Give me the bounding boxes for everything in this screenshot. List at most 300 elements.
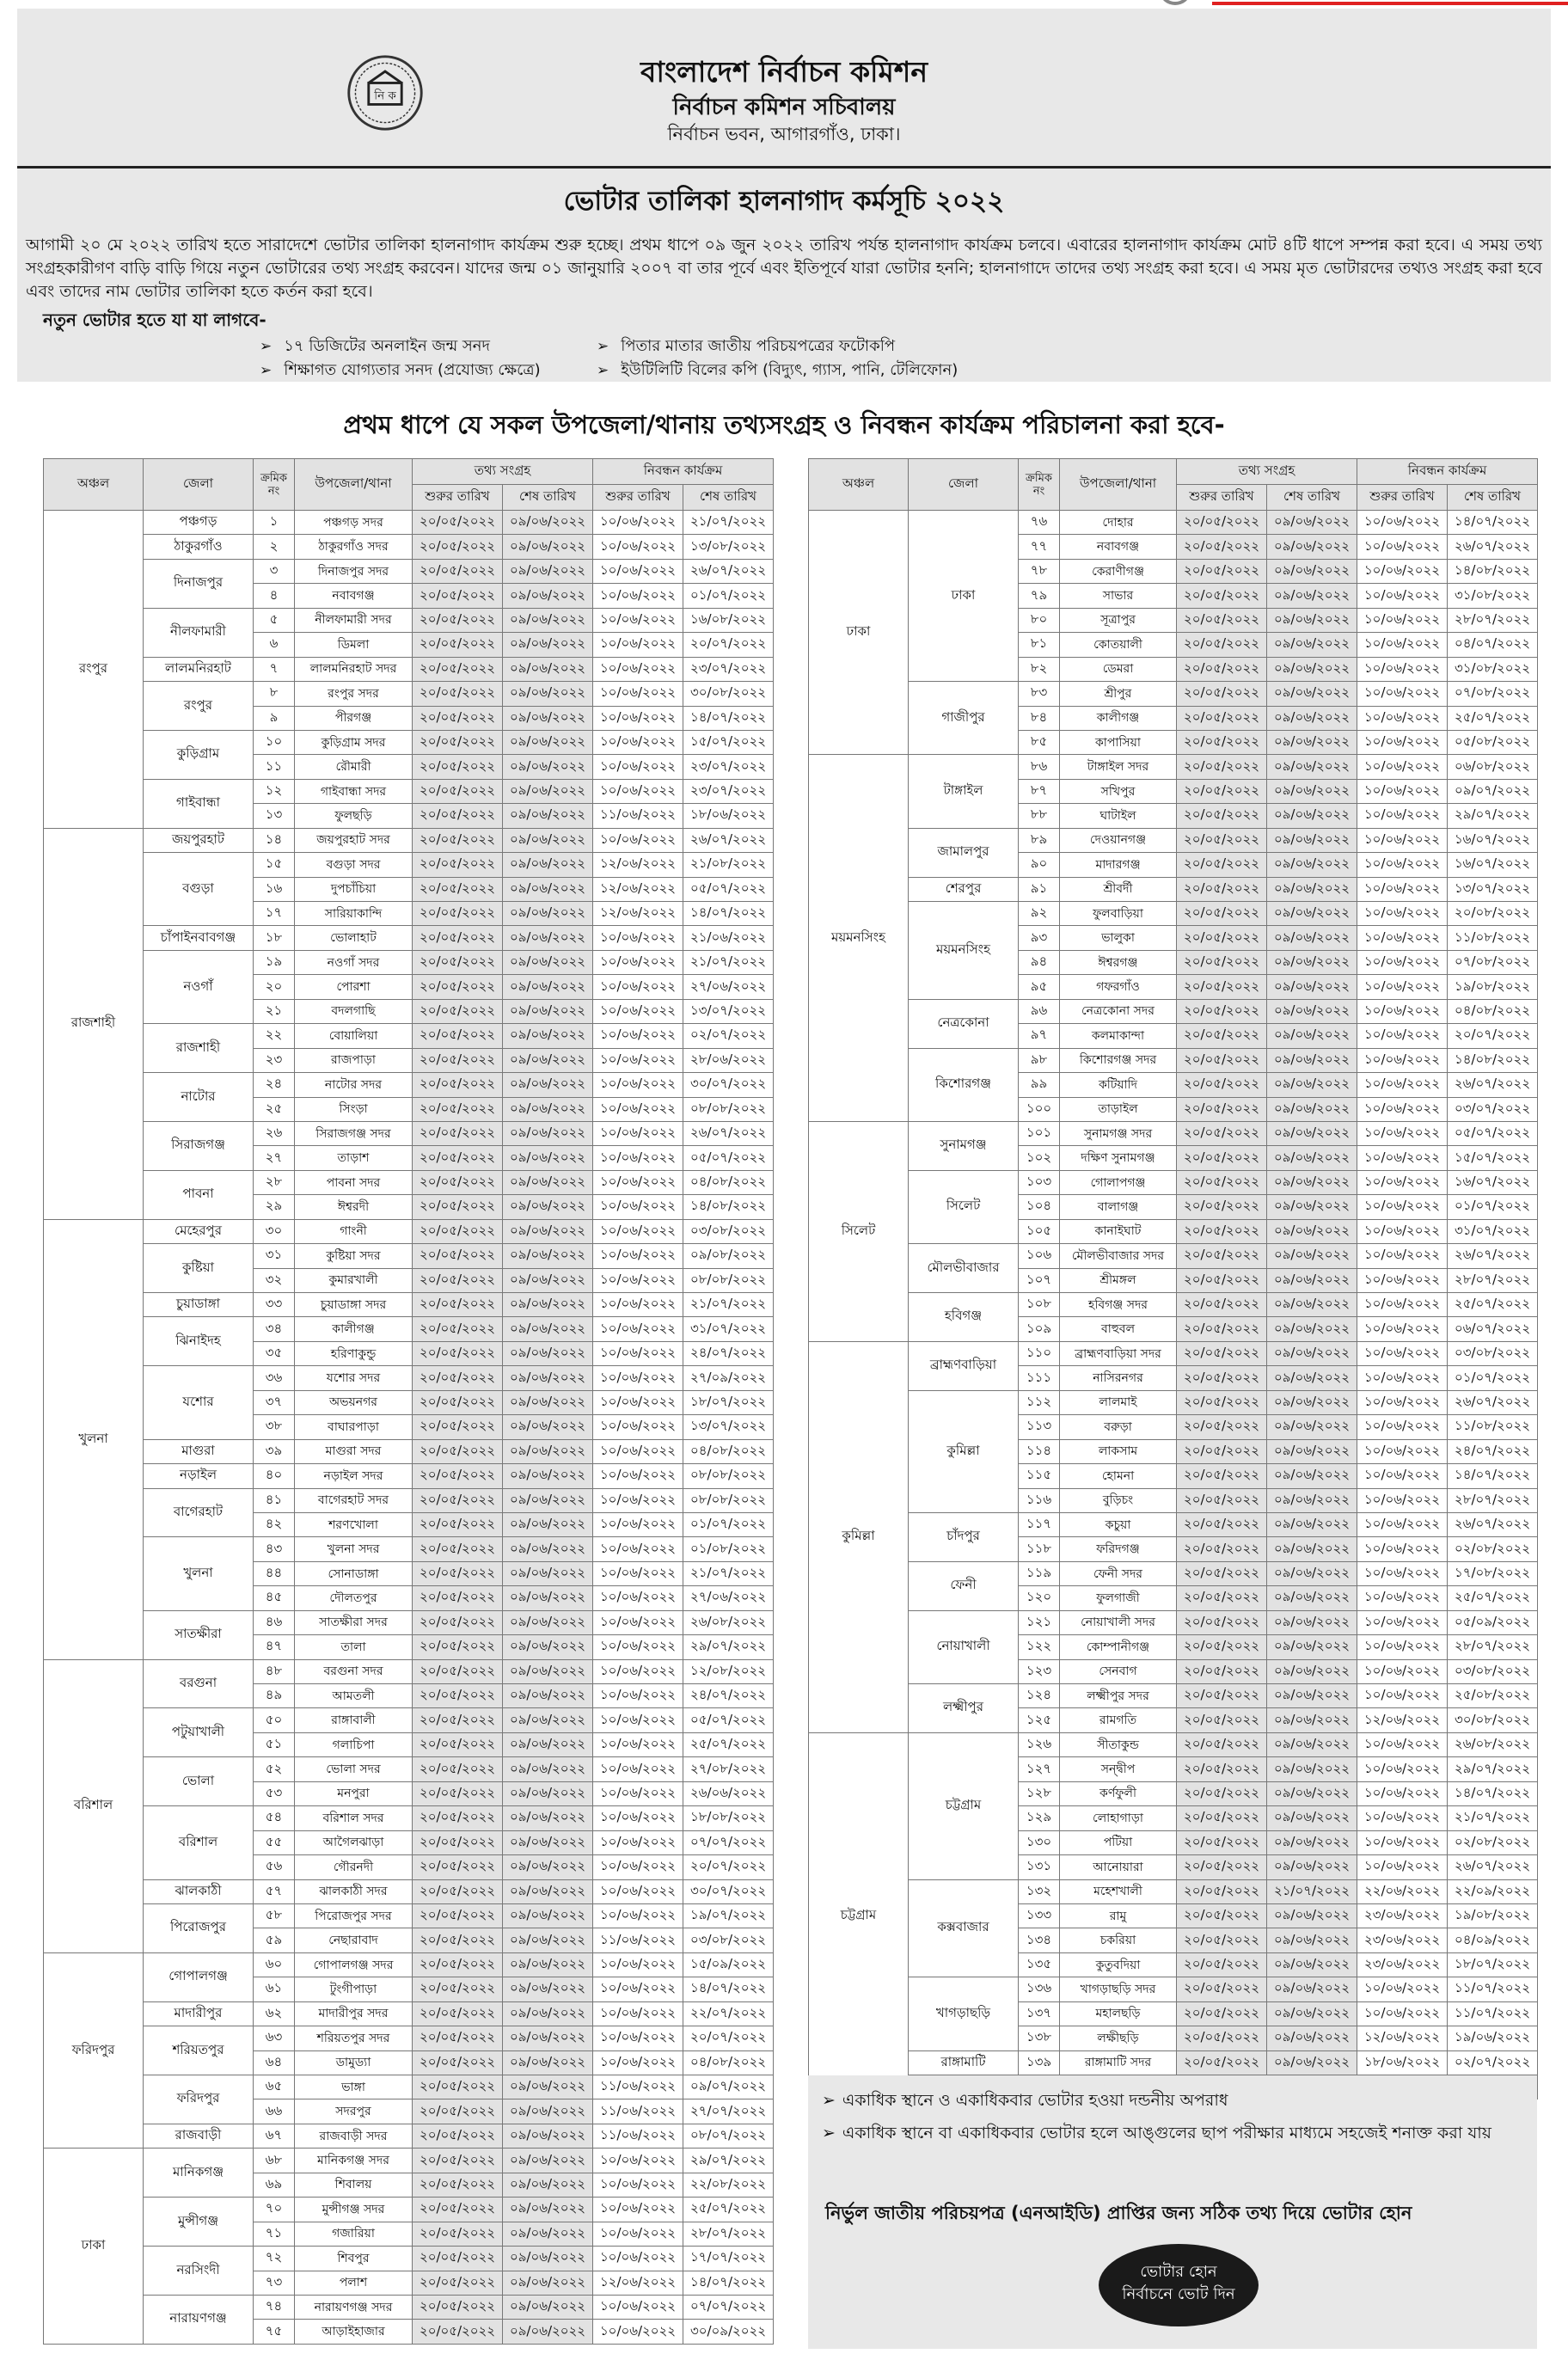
upazila-cell: নেত্রকোনা সদর xyxy=(1060,999,1177,1023)
collection-end-cell: ০৯/০৬/২০২২ xyxy=(503,1586,593,1610)
collection-start-cell: ২০/০৫/২০২২ xyxy=(413,1293,503,1317)
registration-start-cell: ১০/০৬/২০২২ xyxy=(1357,1415,1448,1439)
table-row xyxy=(809,1561,1538,1585)
collection-start-cell: ২০/০৫/২০২২ xyxy=(1177,1879,1267,1903)
serial-cell: ১২২ xyxy=(1019,1635,1060,1659)
table-row xyxy=(809,682,1538,706)
upazila-cell: পঞ্চগড় সদর xyxy=(295,511,413,535)
collection-end-cell: ০৯/০৬/২০২২ xyxy=(1267,1390,1357,1414)
table-row xyxy=(44,1244,774,1268)
registration-start-cell: ২৩/০৬/২০২২ xyxy=(1357,1928,1448,1952)
upazila-cell: মহালছড়ি xyxy=(1060,2001,1177,2026)
serial-cell: ৪৭ xyxy=(254,1635,295,1659)
registration-start-cell: ১০/০৬/২০২২ xyxy=(593,2149,683,2173)
registration-start-cell: ১০/০৬/২০২২ xyxy=(1357,1293,1448,1317)
serial-cell: ১৯ xyxy=(254,950,295,974)
registration-start-cell: ১০/০৬/২০২২ xyxy=(1357,1830,1448,1854)
collection-end-cell: ০৯/০৬/২০২২ xyxy=(503,682,593,706)
serial-cell: ৭৬ xyxy=(1019,511,1060,535)
registration-end-cell: ২০/০৭/২০২২ xyxy=(1448,1024,1538,1048)
registration-start-cell: ১০/০৬/২০২২ xyxy=(1357,608,1448,632)
registration-start-cell: ১০/০৬/২০২২ xyxy=(593,730,683,754)
district-cell: মাগুরা xyxy=(144,1439,254,1463)
registration-start-cell: ১০/০৬/২০২২ xyxy=(593,999,683,1023)
serial-cell: ৭৫ xyxy=(254,2320,295,2344)
registration-start-cell: ১০/০৬/২০২২ xyxy=(593,608,683,632)
upazila-cell: দুপচাঁচিয়া xyxy=(295,877,413,901)
collection-start-cell: ২০/০৫/২০২২ xyxy=(413,1366,503,1390)
requirement-item: ➢ পিতার মাতার জাতীয় পরিচয়পত্রের ফটোকপি xyxy=(597,337,896,355)
collection-end-cell: ০৯/০৬/২০২২ xyxy=(503,975,593,999)
registration-end-cell: ০২/০৮/২০২২ xyxy=(1448,1830,1538,1854)
serial-cell: ৩৬ xyxy=(254,1366,295,1390)
registration-start-cell: ১০/০৬/২০২২ xyxy=(593,1317,683,1341)
collection-end-cell: ০৯/০৬/২০২২ xyxy=(1267,1610,1357,1634)
registration-start-cell: ১০/০৬/২০২২ xyxy=(1357,1439,1448,1463)
collection-end-cell: ০৯/০৬/২০২২ xyxy=(503,1317,593,1341)
collection-start-cell: ২০/০৫/২০২২ xyxy=(1177,511,1267,535)
district-cell: রাঙ্গামাটি xyxy=(909,2050,1019,2075)
collection-end-cell: ০৯/০৬/২০২২ xyxy=(503,1537,593,1561)
upazila-cell: সদরপুর xyxy=(295,2099,413,2124)
registration-start-cell: ১০/০৬/২০২২ xyxy=(1357,1048,1448,1072)
district-cell: ঝিনাইদহ xyxy=(144,1317,254,1366)
table-row xyxy=(44,1659,774,1683)
collection-start-cell: ২০/০৫/২০২২ xyxy=(1177,1928,1267,1952)
collection-start-cell: ২০/০৫/২০২২ xyxy=(413,1977,503,2001)
upazila-cell: কানাইঘাট xyxy=(1060,1219,1177,1243)
registration-end-cell: ২৮/০৭/২০২২ xyxy=(1448,1635,1538,1659)
upazila-cell: মানিকগঞ্জ সদর xyxy=(295,2149,413,2173)
registration-end-cell: ৩০/০৮/২০২২ xyxy=(683,682,774,706)
upazila-cell: ঈশ্বরদী xyxy=(295,1195,413,1219)
serial-cell: ২১ xyxy=(254,999,295,1023)
table-row xyxy=(44,559,774,583)
district-cell: পটুয়াখালী xyxy=(144,1708,254,1757)
collection-start-cell: ২০/০৫/২০২২ xyxy=(1177,1757,1267,1781)
collection-end-cell: ০৯/০৬/২০২২ xyxy=(1267,559,1357,583)
registration-start-cell: ১০/০৬/২০২২ xyxy=(593,1121,683,1145)
registration-end-cell: ০৪/০৮/২০২২ xyxy=(683,1170,774,1194)
registration-start-cell: ১০/০৬/২০২২ xyxy=(593,1635,683,1659)
arrow-bullet-icon: ➢ xyxy=(822,2091,836,2110)
collection-start-cell: ২০/০৫/২০২২ xyxy=(413,926,503,950)
registration-end-cell: ২৭/০৬/২০২২ xyxy=(683,1586,774,1610)
registration-start-cell: ১০/০৬/২০২২ xyxy=(593,1708,683,1732)
collection-end-cell: ০৯/০৬/২০২২ xyxy=(1267,1659,1357,1683)
arrow-bullet-icon: ➢ xyxy=(822,2124,836,2142)
serial-cell: ১২১ xyxy=(1019,1610,1060,1634)
registration-end-cell: ১৪/০৭/২০২২ xyxy=(683,2271,774,2295)
serial-cell: ৯০ xyxy=(1019,853,1060,877)
district-cell: খাগড়াছড়ি xyxy=(909,1977,1019,2050)
upazila-cell: ফুলবাড়িয়া xyxy=(1060,902,1177,926)
collection-end-cell: ০৯/০৬/২০২২ xyxy=(1267,657,1357,681)
table-row xyxy=(809,1341,1538,1365)
serial-cell: ২৫ xyxy=(254,1097,295,1121)
serial-cell: ১২৪ xyxy=(1019,1684,1060,1708)
registration-start-cell: ১০/০৬/২০২২ xyxy=(1357,682,1448,706)
registration-end-cell: ২৪/০৭/২০২২ xyxy=(683,1684,774,1708)
collection-start-cell: ২০/০৫/২০২২ xyxy=(1177,1390,1267,1414)
serial-cell: ৯৬ xyxy=(1019,999,1060,1023)
upazila-cell: কচুয়া xyxy=(1060,1512,1177,1536)
registration-start-cell: ১০/০৬/২০২২ xyxy=(593,1415,683,1439)
registration-end-cell: ২১/০৭/২০২২ xyxy=(683,950,774,974)
upazila-cell: শরিয়তপুর সদর xyxy=(295,2026,413,2050)
registration-end-cell: ৩১/০৭/২০২২ xyxy=(683,1317,774,1341)
collection-start-cell: ২০/০৫/২০২২ xyxy=(413,1708,503,1732)
registration-end-cell: ১১/০৮/২০২২ xyxy=(1448,926,1538,950)
serial-cell: ৬৮ xyxy=(254,2149,295,2173)
arrow-bullet-icon: ➢ xyxy=(597,362,609,379)
collection-start-cell: ২০/০৫/২০২২ xyxy=(413,2149,503,2173)
district-cell: জামালপুর xyxy=(909,828,1019,877)
collection-end-cell: ০৯/০৬/২০২২ xyxy=(1267,1341,1357,1365)
collection-start-cell: ২০/০৫/২০২২ xyxy=(1177,1073,1267,1097)
serial-cell: ৩১ xyxy=(254,1244,295,1268)
serial-cell: ৩৭ xyxy=(254,1390,295,1414)
collection-end-cell: ০৯/০৬/২০২২ xyxy=(503,2295,593,2319)
registration-end-cell: ১৮/০৭/২০২২ xyxy=(683,1390,774,1414)
registration-end-cell: ০৪/০৭/২০২২ xyxy=(1448,633,1538,657)
upazila-cell: কলমাকান্দা xyxy=(1060,1024,1177,1048)
collection-end-cell: ০৯/০৬/২০২২ xyxy=(1267,2050,1357,2075)
registration-start-cell: ১০/০৬/২০২২ xyxy=(593,1244,683,1268)
serial-cell: ১১৯ xyxy=(1019,1561,1060,1585)
registration-start-cell: ১২/০৬/২০২২ xyxy=(1357,1708,1448,1732)
collection-end-cell: ০৯/০৬/২০২২ xyxy=(1267,1977,1357,2001)
serial-cell: ৩৪ xyxy=(254,1317,295,1341)
registration-start-cell: ১১/০৬/২০২২ xyxy=(593,1928,683,1952)
district-cell: কুমিল্লা xyxy=(909,1390,1019,1512)
arrow-bullet-icon: ➢ xyxy=(260,338,273,355)
serial-cell: ৪ xyxy=(254,584,295,608)
upazila-cell: সিংড়া xyxy=(295,1097,413,1121)
collection-start-cell: ২০/০৫/২০২২ xyxy=(413,1121,503,1145)
registration-end-cell: ২৬/০৮/২০২২ xyxy=(683,1610,774,1634)
table-row xyxy=(44,1219,774,1243)
registration-end-cell: ০৭/০৮/২০২২ xyxy=(1448,682,1538,706)
registration-start-cell: ১০/০৬/২০২২ xyxy=(593,682,683,706)
collection-end-cell: ০৯/০৬/২০২২ xyxy=(1267,1366,1357,1390)
region-cell: ফরিদপুর xyxy=(44,1952,144,2149)
registration-start-cell: ১১/০৬/২০২২ xyxy=(593,804,683,828)
registration-end-cell: ২২/০৮/২০২২ xyxy=(683,2173,774,2197)
upazila-cell: ডেমরা xyxy=(1060,657,1177,681)
table-row xyxy=(44,950,774,974)
collection-start-cell: ২০/০৫/২০২২ xyxy=(1177,1464,1267,1488)
registration-start-cell: ১০/০৬/২০২২ xyxy=(593,1390,683,1414)
registration-end-cell: ১৪/০৭/২০২২ xyxy=(683,706,774,730)
collection-end-cell: ০৯/০৬/২০২২ xyxy=(1267,1952,1357,1977)
upazila-cell: কাপাসিয়া xyxy=(1060,730,1177,754)
registration-start-cell: ১০/০৬/২০২২ xyxy=(1357,926,1448,950)
registration-start-cell: ১০/০৬/২০২২ xyxy=(1357,559,1448,583)
district-cell: লক্ষ্মীপুর xyxy=(909,1684,1019,1733)
table-row xyxy=(44,2124,774,2148)
table-row xyxy=(809,1390,1538,1414)
table-row xyxy=(809,1732,1538,1756)
upazila-cell: কোতয়ালী xyxy=(1060,633,1177,657)
registration-end-cell: ০৯/০৭/২০২২ xyxy=(1448,779,1538,803)
table-row xyxy=(809,1512,1538,1536)
registration-end-cell: ২১/০৭/২০২২ xyxy=(683,511,774,535)
serial-cell: ৬ xyxy=(254,633,295,657)
collection-start-cell: ২০/০৫/২০২২ xyxy=(1177,2050,1267,2075)
registration-start-cell: ১০/০৬/২০২২ xyxy=(593,1732,683,1756)
upazila-cell: খুলনা সদর xyxy=(295,1537,413,1561)
upazila-cell: নবাবগঞ্জ xyxy=(1060,535,1177,559)
registration-end-cell: ২৫/০৭/২০২২ xyxy=(1448,1293,1538,1317)
serial-cell: ৩ xyxy=(254,559,295,583)
upazila-cell: নাসিরনগর xyxy=(1060,1366,1177,1390)
upazila-cell: গাংনী xyxy=(295,1219,413,1243)
district-cell: পঞ্চগড় xyxy=(144,511,254,535)
collection-end-cell: ০৯/০৬/২০২২ xyxy=(503,1170,593,1194)
arrow-bullet-icon: ➢ xyxy=(260,362,273,379)
upazila-cell: ভাঙ্গা xyxy=(295,2075,413,2099)
collection-end-cell: ০৯/০৬/২০২২ xyxy=(503,1977,593,2001)
collection-start-cell: ২০/০৫/২০২২ xyxy=(1177,608,1267,632)
registration-end-cell: ০৫/০৮/২০২২ xyxy=(1448,730,1538,754)
registration-start-cell: ১০/০৬/২০২২ xyxy=(1357,1659,1448,1683)
serial-cell: ৩৫ xyxy=(254,1341,295,1365)
collection-start-cell: ২০/০৫/২০২২ xyxy=(413,828,503,852)
collection-end-cell: ০৯/০৬/২০২২ xyxy=(503,1341,593,1365)
registration-start-cell: ১২/০৬/২০২২ xyxy=(593,902,683,926)
serial-cell: ১২ xyxy=(254,779,295,803)
district-cell: সিলেট xyxy=(909,1170,1019,1243)
collection-end-cell: ০৯/০৬/২০২২ xyxy=(1267,1244,1357,1268)
serial-cell: ৪৫ xyxy=(254,1586,295,1610)
intro-paragraph: আগামী ২০ মে ২০২২ তারিখ হতে সারাদেশে ভোটার তালিকা হালনাগাদ কার্যক্রম শুরু হচ্ছে। প্রথম ধাপে ০৯ জুন ২০২২ তারিখ পর্যন্ত হালনাগাদ কার্যক্রম চলবে। এবারের হালনাগাদ কার্যক্রম মোট ৪টি ধাপে সম্পন্ন করা হবে। এ সময় তথ্য সংগ্রহকারীগণ বাড়ি বাড়ি গিয়ে নতুন ভোটারের তথ্য সংগ্রহ করবেন। যাদের জন্ম ০১ জানুয়ারি ২০০৭ বা তার পূর্বে এবং ইতিপূর্বে যারা ভোটার হননি; হালনাগাদে তাদের তথ্য সংগ্রহ করা হবে। এ সময় মৃত ভোটারদের তথ্যও সংগ্রহ করা হবে এবং তাদের নাম ভোটার তালিকা হতে কর্তন করা হবে। xyxy=(26,236,1542,301)
collection-start-cell: ২০/০৫/২০২২ xyxy=(1177,1146,1267,1170)
serial-cell: ১২৮ xyxy=(1019,1781,1060,1805)
upazila-cell: লাকসাম xyxy=(1060,1439,1177,1463)
upazila-cell: গজারিয়া xyxy=(295,2222,413,2246)
collection-start-cell: ২০/০৫/২০২২ xyxy=(1177,1610,1267,1634)
org-subtitle: নির্বাচন কমিশন সচিবালয় xyxy=(672,95,896,120)
registration-start-cell: ১০/০৬/২০২২ xyxy=(593,1097,683,1121)
registration-end-cell: ০৬/০৮/২০২২ xyxy=(1448,755,1538,779)
registration-end-cell: ২৪/০৭/২০২২ xyxy=(683,1341,774,1365)
district-cell: কক্সবাজার xyxy=(909,1879,1019,1977)
header-region: অঞ্চল xyxy=(44,459,144,511)
upazila-cell: লোহাগাড়া xyxy=(1060,1806,1177,1830)
collection-start-cell: ২০/০৫/২০২২ xyxy=(413,2295,503,2319)
serial-cell: ১০৬ xyxy=(1019,1244,1060,1268)
collection-end-cell: ০৯/০৬/২০২২ xyxy=(503,755,593,779)
collection-end-cell: ০৯/০৬/২০২২ xyxy=(503,1855,593,1879)
registration-end-cell: ১৩/০৮/২০২২ xyxy=(683,535,774,559)
registration-end-cell: ১৪/০৭/২০২২ xyxy=(1448,1781,1538,1805)
serial-cell: ৩৯ xyxy=(254,1439,295,1463)
upazila-cell: বোয়ালিয়া xyxy=(295,1024,413,1048)
registration-end-cell: ২২/০৭/২০২২ xyxy=(683,2001,774,2026)
header-end-date: শেষ তারিখ xyxy=(1448,485,1538,511)
collection-start-cell: ২০/০৫/২০২২ xyxy=(413,1512,503,1536)
serial-cell: ১০১ xyxy=(1019,1121,1060,1145)
slogan-line: নির্বাচনে ভোট দিন xyxy=(1122,2285,1235,2303)
collection-end-cell: ০৯/০৬/২০২২ xyxy=(503,1830,593,1854)
collection-start-cell: ২০/০৫/২০২২ xyxy=(413,2124,503,2148)
registration-start-cell: ১০/০৬/২০২২ xyxy=(1357,1244,1448,1268)
collection-start-cell: ২০/০৫/২০২২ xyxy=(1177,926,1267,950)
registration-start-cell: ১০/০৬/২০২২ xyxy=(593,633,683,657)
upazila-cell: রাজবাড়ী সদর xyxy=(295,2124,413,2148)
collection-start-cell: ২০/০৫/২০২২ xyxy=(413,1757,503,1781)
upazila-cell: লক্ষীছড়ি xyxy=(1060,2026,1177,2050)
registration-end-cell: ১৪/০৭/২০২২ xyxy=(1448,511,1538,535)
district-cell: চট্টগ্রাম xyxy=(909,1732,1019,1879)
collection-end-cell: ০৯/০৬/২০২২ xyxy=(1267,535,1357,559)
upazila-cell: রংপুর সদর xyxy=(295,682,413,706)
collection-end-cell: ০৯/০৬/২০২২ xyxy=(503,1121,593,1145)
collection-end-cell: ০৯/০৬/২০২২ xyxy=(1267,779,1357,803)
logo-text: নি ক xyxy=(374,89,396,103)
collection-end-cell: ০৯/০৬/২০২২ xyxy=(1267,1928,1357,1952)
serial-cell: ৮৫ xyxy=(1019,730,1060,754)
collection-start-cell: ২০/০৫/২০২২ xyxy=(1177,682,1267,706)
collection-end-cell: ০৯/০৬/২০২২ xyxy=(1267,1806,1357,1830)
registration-end-cell: ০১/০৮/২০২২ xyxy=(683,1537,774,1561)
registration-end-cell: ২৯/০৭/২০২২ xyxy=(1448,804,1538,828)
upazila-cell: ভালুকা xyxy=(1060,926,1177,950)
serial-cell: ১৩৭ xyxy=(1019,2001,1060,2026)
registration-end-cell: ২১/০৬/২০২২ xyxy=(683,926,774,950)
upazila-cell: তাড়াইল xyxy=(1060,1097,1177,1121)
collection-end-cell: ০৯/০৬/২০২২ xyxy=(1267,853,1357,877)
serial-cell: ৫৮ xyxy=(254,1903,295,1928)
upazila-cell: আমতলী xyxy=(295,1684,413,1708)
registration-end-cell: ০৮/০৭/২০২২ xyxy=(683,2124,774,2148)
table-row xyxy=(44,2001,774,2026)
serial-cell: ৬১ xyxy=(254,1977,295,2001)
district-cell: যশোর xyxy=(144,1366,254,1439)
registration-end-cell: ০৭/০৮/২০২২ xyxy=(1448,950,1538,974)
table-row xyxy=(44,1464,774,1488)
serial-cell: ৭১ xyxy=(254,2222,295,2246)
collection-end-cell: ০৯/০৬/২০২২ xyxy=(1267,1146,1357,1170)
collection-start-cell: ২০/০৫/২০২২ xyxy=(413,779,503,803)
serial-cell: ৬৯ xyxy=(254,2173,295,2197)
upazila-cell: দোহার xyxy=(1060,511,1177,535)
table-row xyxy=(44,1806,774,1830)
registration-end-cell: ২০/০৮/২০২২ xyxy=(1448,902,1538,926)
registration-end-cell: ২০/০৭/২০২২ xyxy=(683,1855,774,1879)
serial-cell: ৮১ xyxy=(1019,633,1060,657)
registration-start-cell: ১০/০৬/২০২২ xyxy=(1357,1146,1448,1170)
header-registration: নিবন্ধন কার্যক্রম xyxy=(1357,459,1538,485)
registration-end-cell: ১৪/০৭/২০২২ xyxy=(683,902,774,926)
registration-start-cell: ১০/০৬/২০২২ xyxy=(1357,1219,1448,1243)
table-row xyxy=(44,1366,774,1390)
collection-start-cell: ২০/০৫/২০২২ xyxy=(1177,559,1267,583)
upazila-cell: তাড়াশ xyxy=(295,1146,413,1170)
header-serial: ক্রমিক নং xyxy=(1019,459,1060,511)
upazila-cell: মহেশখালী xyxy=(1060,1879,1177,1903)
region-cell: ঢাকা xyxy=(44,2149,144,2345)
registration-end-cell: ২৯/০৭/২০২২ xyxy=(1448,1757,1538,1781)
collection-start-cell: ২০/০৫/২০২২ xyxy=(1177,1635,1267,1659)
collection-end-cell: ০৯/০৬/২০২২ xyxy=(1267,1073,1357,1097)
serial-cell: ১১০ xyxy=(1019,1341,1060,1365)
registration-end-cell: ১৬/০৮/২০২২ xyxy=(683,608,774,632)
collection-end-cell: ০৯/০৬/২০২২ xyxy=(503,1635,593,1659)
collection-end-cell: ০৯/০৬/২০২২ xyxy=(503,1512,593,1536)
registration-end-cell: ০৩/০৮/২০২২ xyxy=(1448,1659,1538,1683)
upazila-cell: পোরশা xyxy=(295,975,413,999)
registration-end-cell: ১১/০৮/২০২২ xyxy=(1448,1415,1538,1439)
registration-start-cell: ১০/০৬/২০২২ xyxy=(593,950,683,974)
serial-cell: ২২ xyxy=(254,1024,295,1048)
registration-end-cell: ১৫/০৭/২০২২ xyxy=(1448,1146,1538,1170)
district-cell: নেত্রকোনা xyxy=(909,999,1019,1048)
collection-start-cell: ২০/০৫/২০২২ xyxy=(1177,1268,1267,1292)
table-row xyxy=(44,1610,774,1634)
collection-start-cell: ২০/০৫/২০২২ xyxy=(413,1244,503,1268)
registration-start-cell: ১০/০৬/২০২২ xyxy=(593,2001,683,2026)
registration-start-cell: ১০/০৬/২০২২ xyxy=(593,1879,683,1903)
serial-cell: ১৫ xyxy=(254,853,295,877)
collection-end-cell: ২১/০৭/২০২২ xyxy=(1267,1879,1357,1903)
collection-start-cell: ২০/০৫/২০২২ xyxy=(413,2222,503,2246)
phase-title: প্রথম ধাপে যে সকল উপজেলা/থানায় তথ্যসংগ্রহ ও নিবন্ধন কার্যক্রম পরিচালনা করা হবে- xyxy=(343,410,1225,439)
org-title: বাংলাদেশ নির্বাচন কমিশন xyxy=(640,55,928,89)
serial-cell: ১৩৫ xyxy=(1019,1952,1060,1977)
table-row xyxy=(809,877,1538,901)
registration-start-cell: ১০/০৬/২০২২ xyxy=(1357,853,1448,877)
serial-cell: ৩৮ xyxy=(254,1415,295,1439)
upazila-cell: বুড়িচং xyxy=(1060,1488,1177,1512)
registration-start-cell: ১০/০৬/২০২২ xyxy=(593,1561,683,1585)
registration-end-cell: ২৬/০৭/২০২২ xyxy=(683,828,774,852)
requirement-item: ➢ শিক্ষাগত যোগ্যতার সনদ (প্রযোজ্য ক্ষেত্রে) xyxy=(260,361,541,379)
registration-end-cell: ১৮/০৭/২০২২ xyxy=(1448,1952,1538,1977)
upazila-cell: পটিয়া xyxy=(1060,1830,1177,1854)
serial-cell: ১০৯ xyxy=(1019,1317,1060,1341)
registration-end-cell: ২৬/০৭/২০২২ xyxy=(683,1121,774,1145)
upazila-cell: মৌলভীবাজার সদর xyxy=(1060,1244,1177,1268)
collection-start-cell: ২০/০৫/২০২২ xyxy=(413,2075,503,2099)
upazila-cell: শিবপুর xyxy=(295,2247,413,2271)
collection-start-cell: ২০/০৫/২০২২ xyxy=(1177,1708,1267,1732)
registration-start-cell: ২৩/০৬/২০২২ xyxy=(1357,1952,1448,1977)
district-cell: কিশোরগঞ্জ xyxy=(909,1048,1019,1121)
registration-end-cell: ২৮/০৭/২০২২ xyxy=(683,2222,774,2246)
upazila-cell: হরিণাকুন্ডু xyxy=(295,1341,413,1365)
registration-end-cell: ০৩/০৮/২০২২ xyxy=(1448,1341,1538,1365)
upazila-cell: রামু xyxy=(1060,1903,1177,1928)
collection-start-cell: ২০/০৫/২০২২ xyxy=(1177,902,1267,926)
table-row xyxy=(44,608,774,632)
registration-start-cell: ১০/০৬/২০২২ xyxy=(593,1610,683,1634)
registration-start-cell: ১০/০৬/২০২২ xyxy=(1357,828,1448,852)
serial-cell: ২৬ xyxy=(254,1121,295,1145)
collection-start-cell: ২০/০৫/২০২২ xyxy=(413,2320,503,2344)
registration-end-cell: ২০/০৭/২০২২ xyxy=(683,633,774,657)
registration-start-cell: ১০/০৬/২০২২ xyxy=(1357,1537,1448,1561)
registration-start-cell: ১০/০৬/২০২২ xyxy=(593,1512,683,1536)
serial-cell: ৪০ xyxy=(254,1464,295,1488)
collection-start-cell: ২০/০৫/২০২২ xyxy=(413,1903,503,1928)
registration-start-cell: ১০/০৬/২০২২ xyxy=(593,1341,683,1365)
collection-end-cell: ০৯/০৬/২০২২ xyxy=(503,950,593,974)
upazila-cell: ঈশ্বরগঞ্জ xyxy=(1060,950,1177,974)
registration-end-cell: ০৮/০৮/২০২২ xyxy=(683,1464,774,1488)
collection-end-cell: ০৯/০৬/২০২২ xyxy=(503,1806,593,1830)
